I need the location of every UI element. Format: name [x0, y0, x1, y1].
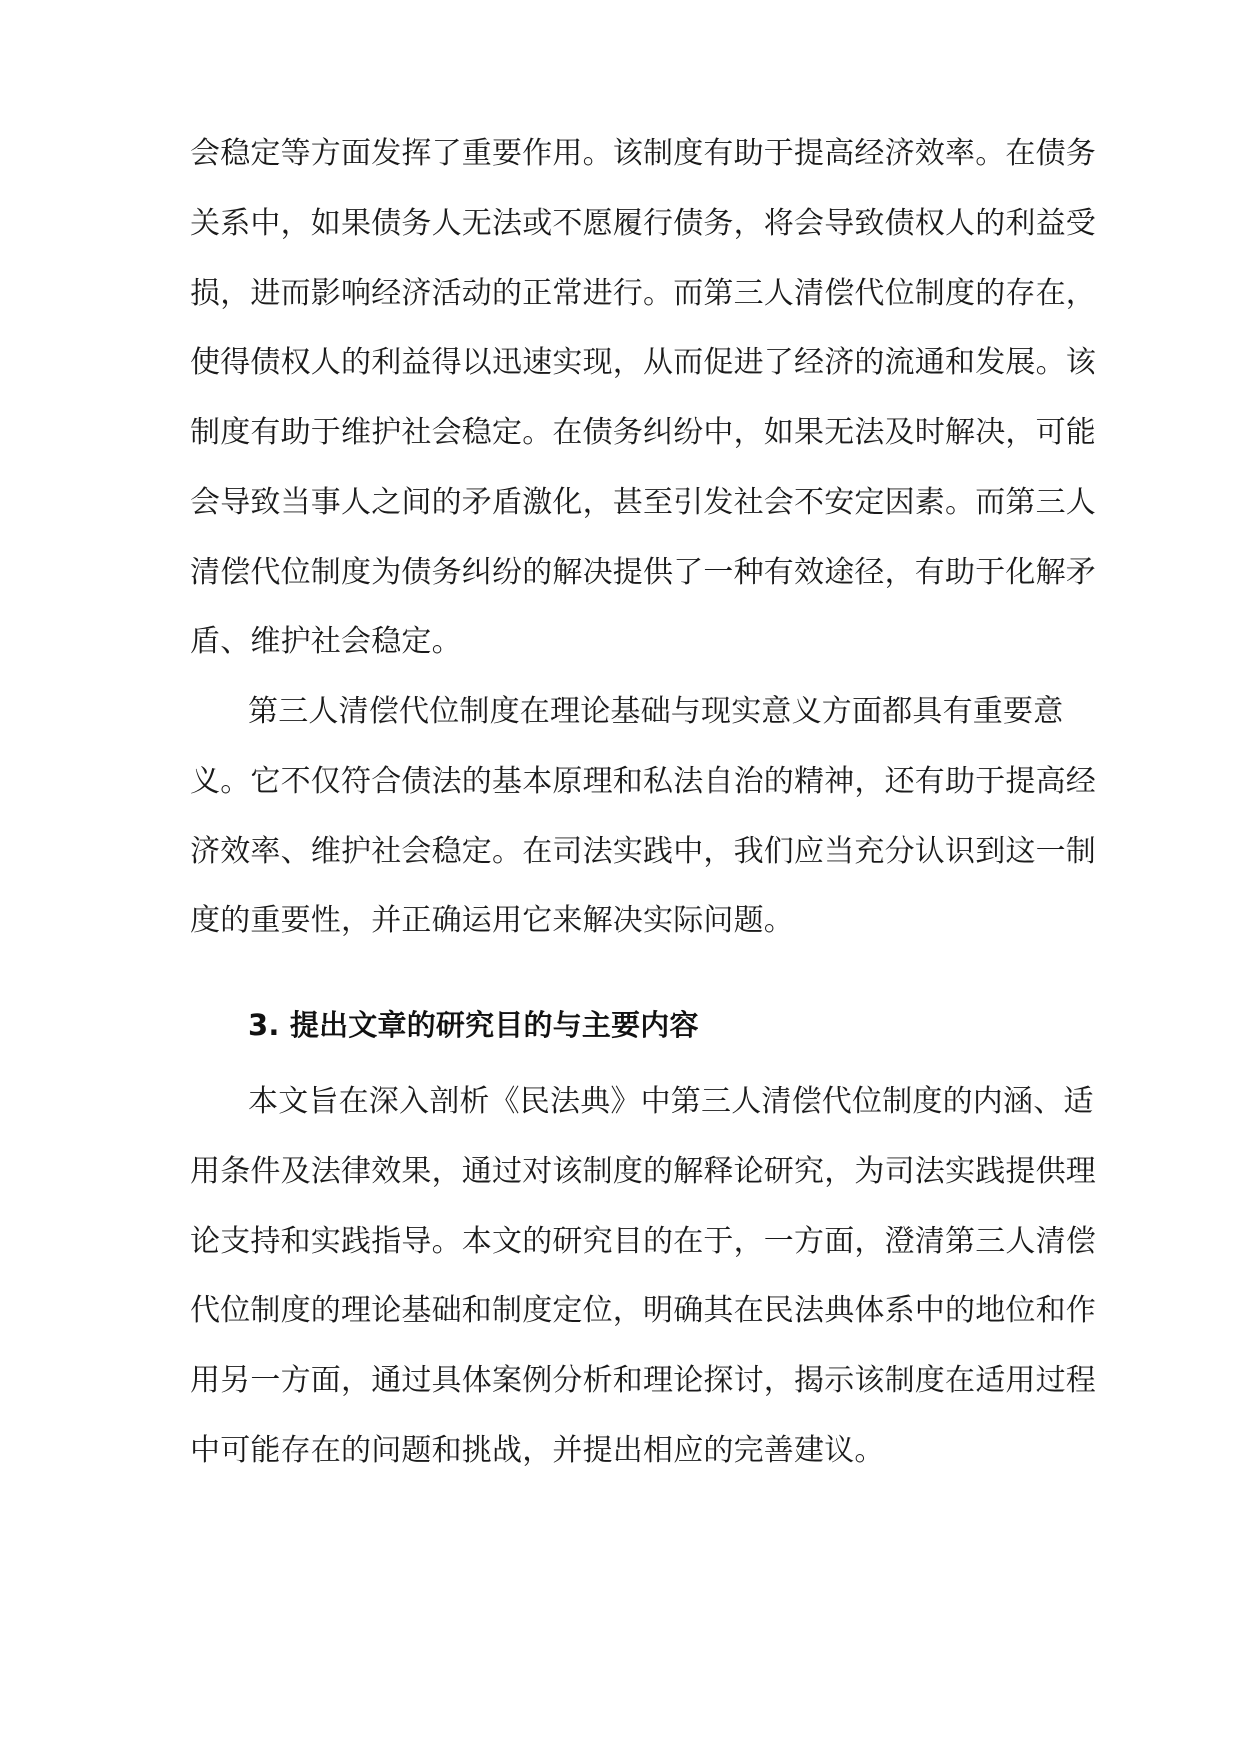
paragraph-1-line: 会稳定等方面发挥了重要作用。该制度有助于提高经济效率。在债务	[190, 136, 1096, 171]
paragraph-2-line: 义。它不仅符合债法的基本原理和私法自治的精神，还有助于提高经	[190, 764, 1096, 799]
paragraph-1-line: 制度有助于维护社会稳定。在债务纠纷中，如果无法及时解决，可能	[190, 415, 1096, 450]
paragraph-3-line: 代位制度的理论基础和制度定位，明确其在民法典体系中的地位和作	[190, 1293, 1096, 1328]
paragraph-3-line: 论支持和实践指导。本文的研究目的在于，一方面，澄清第三人清偿	[190, 1224, 1096, 1259]
paragraph-2-line: 度的重要性，并正确运用它来解决实际问题。	[190, 903, 794, 938]
paragraph-3-line: 用另一方面，通过具体案例分析和理论探讨，揭示该制度在适用过程	[190, 1363, 1096, 1398]
paragraph-1-line: 会导致当事人之间的矛盾激化，甚至引发社会不安定因素。而第三人	[190, 485, 1096, 520]
paragraph-3-line: 中可能存在的问题和挑战，并提出相应的完善建议。	[190, 1433, 885, 1468]
paragraph-1-line: 关系中，如果债务人无法或不愿履行债务，将会导致债权人的利益受	[190, 206, 1096, 241]
paragraph-3-line: 本文旨在深入剖析《民法典》中第三人清偿代位制度的内涵、适	[248, 1084, 1094, 1119]
paragraph-2-line: 济效率、维护社会稳定。在司法实践中，我们应当充分认识到这一制	[190, 834, 1096, 869]
section-heading: 3. 提出文章的研究目的与主要内容	[248, 1008, 699, 1042]
paragraph-2-line: 第三人清偿代位制度在理论基础与现实意义方面都具有重要意	[248, 694, 1064, 729]
paragraph-1-line: 使得债权人的利益得以迅速实现，从而促进了经济的流通和发展。该	[190, 345, 1096, 380]
paragraph-3-line: 用条件及法律效果，通过对该制度的解释论研究，为司法实践提供理	[190, 1154, 1096, 1189]
paragraph-1-line: 损，进而影响经济活动的正常进行。而第三人清偿代位制度的存在，	[190, 276, 1096, 311]
paragraph-1-line: 盾、维护社会稳定。	[190, 624, 462, 659]
paragraph-1-line: 清偿代位制度为债务纠纷的解决提供了一种有效途径，有助于化解矛	[190, 555, 1096, 590]
